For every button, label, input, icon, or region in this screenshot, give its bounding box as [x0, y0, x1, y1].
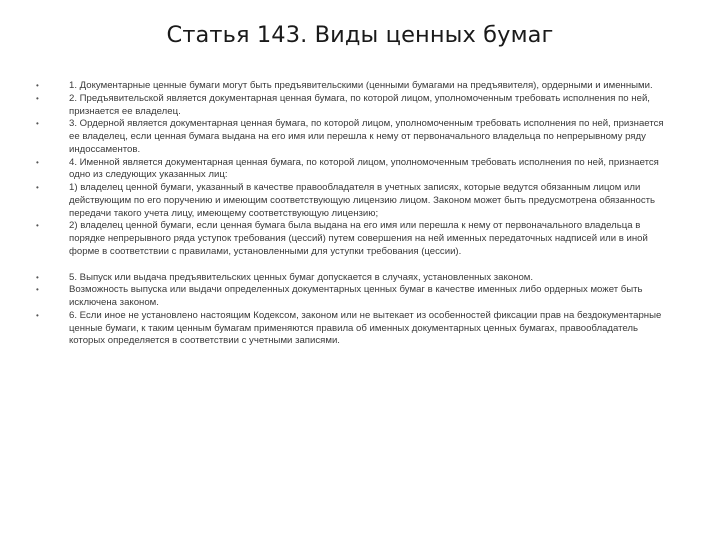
- list-item: [36, 220, 676, 258]
- slide-title: Статья 143. Виды ценных бумаг: [166, 22, 554, 48]
- list-item-text: 1) владелец ценной бумаги, указанный в качестве правообладателя в учетных записях, которые ведутся обязанным лицом или действующим по его поручению и имеющим соответствующую лицензию лицом. Законом может быть предусмотрена обязанность передачи такого учета лицу, имеющему соответствующую лицензию;: [69, 182, 656, 219]
- list-item-text: 3. Ордерной является документарная ценная бумага, по которой лицом, уполномоченным требовать исполнения по ней, признается ее владелец, если ценная бумага выдана на его имя или перешла к нему от первоначального владельца по непрерывному ряду индоссаментов.: [69, 118, 664, 155]
- bullet-icon: •: [36, 119, 39, 129]
- bullet-icon: •: [36, 310, 39, 320]
- list-item-text: 4. Именной является документарная ценная бумага, по которой лицом, уполномоченным требовать исполнения по ней, признается одно из следующих указанных лиц:: [69, 156, 659, 181]
- list-item: [36, 284, 676, 310]
- bullet-icon: •: [36, 221, 39, 231]
- bullet-icon: •: [36, 81, 39, 90]
- list-item-text: 6. Если иное не установлено настоящим Кодексом, законом или не вытекает из особенностей фиксации прав на бездокументарные ценные бумаги, к таким ценным бумагам применяются правила об именных документарных ценных бумагах, правообладатель которых определяется в соответствии с учетными записями.: [69, 309, 662, 347]
- list-item: [36, 118, 676, 156]
- bullet-icon: •: [36, 272, 39, 282]
- bullet-icon: •: [36, 183, 39, 192]
- paragraph-gap: [36, 259, 676, 272]
- list-item: [36, 93, 676, 119]
- bullet-icon: •: [36, 157, 39, 167]
- bullet-icon: •: [36, 93, 39, 103]
- list-item: [36, 182, 676, 220]
- bullet-icon: •: [36, 285, 39, 295]
- list-item: [36, 272, 676, 285]
- list-item-text: 1. Документарные ценные бумаги могут быть предъявительскими (ценными бумагами на предъявителя), ордерными и именными.: [69, 80, 653, 91]
- list-item: [36, 157, 676, 183]
- list-item: [36, 310, 676, 348]
- list-item-text: 2) владелец ценной бумаги, если ценная бумага была выдана на его имя или перешла к нему от первоначального владельца в порядке непрерывного ряда уступок требования (цессий) путем совершения на ней именных передаточных надписей или в иной форме в соответствии с правилами, установленными для уступки требования (цессии).: [69, 220, 648, 257]
- bullet-list: [36, 80, 676, 348]
- list-item-text: 2. Предъявительской является документарная ценная бумага, по которой лицом, уполномоченным требовать исполнения по ней, признается ее владелец.: [69, 92, 650, 117]
- list-item: [36, 80, 676, 93]
- list-item-text: Возможность выпуска или выдачи определенных документарных ценных бумаг в качестве именных либо ордерных может быть исключена законом.: [69, 284, 643, 308]
- list-item-text: 5. Выпуск или выдача предъявительских ценных бумаг допускается в случаях, установленных законом.: [69, 271, 534, 283]
